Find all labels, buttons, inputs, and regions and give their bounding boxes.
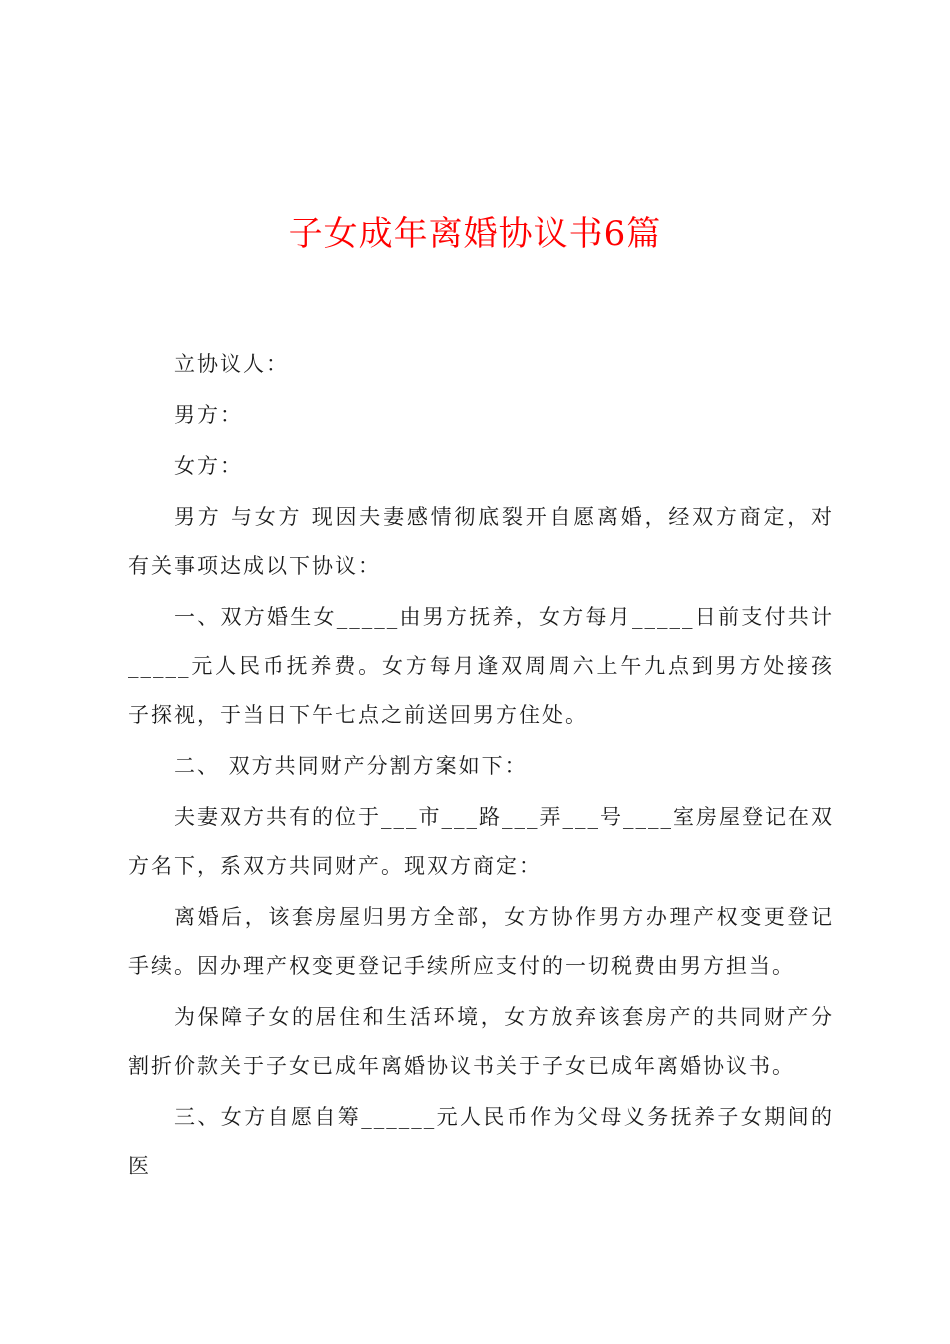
paragraph-property: 夫妻双方共有的位于___市___路___弄___号____室房屋登记在双方名下，系双方共同财产。现双方商定：: [128, 805, 834, 878]
paragraph-preamble: 男方 与女方 现因夫妻感情彻底裂开自愿离婚，经双方商定，对有关事项达成以下协议：: [128, 505, 834, 578]
paragraph-property-transfer: 离婚后，该套房屋归男方全部，女方协作男方办理产权变更登记手续。因办理产权变更登记手续所应支付的一切税费由男方担当。: [128, 905, 834, 978]
paragraph-clause-2: 二、 双方共同财产分割方案如下：: [174, 754, 528, 778]
paragraph-female-party: 女方：: [174, 454, 243, 478]
paragraph-clause-3: 三、女方自愿自筹______元人民币作为父母义务抚养子女期间的医: [128, 1105, 834, 1178]
document-body: [128, 340, 834, 1193]
document-title: 子女成年离婚协议书6篇: [288, 214, 662, 254]
paragraph-clause-1: 一、双方婚生女_____由男方抚养，女方每月_____日前支付共计_____元人民币抚养费。女方每月逢双周周六上午九点到男方处接孩子探视，于当日下午七点之前送回男方住处。: [128, 605, 834, 727]
paragraph-male-party: 男方：: [174, 403, 243, 427]
paragraph-parties: 立协议人：: [174, 352, 289, 376]
paragraph-waiver: 为保障子女的居住和生活环境，女方放弃该套房产的共同财产分割折价款关于子女已成年离婚协议书关于子女已成年离婚协议书。: [128, 1005, 834, 1078]
